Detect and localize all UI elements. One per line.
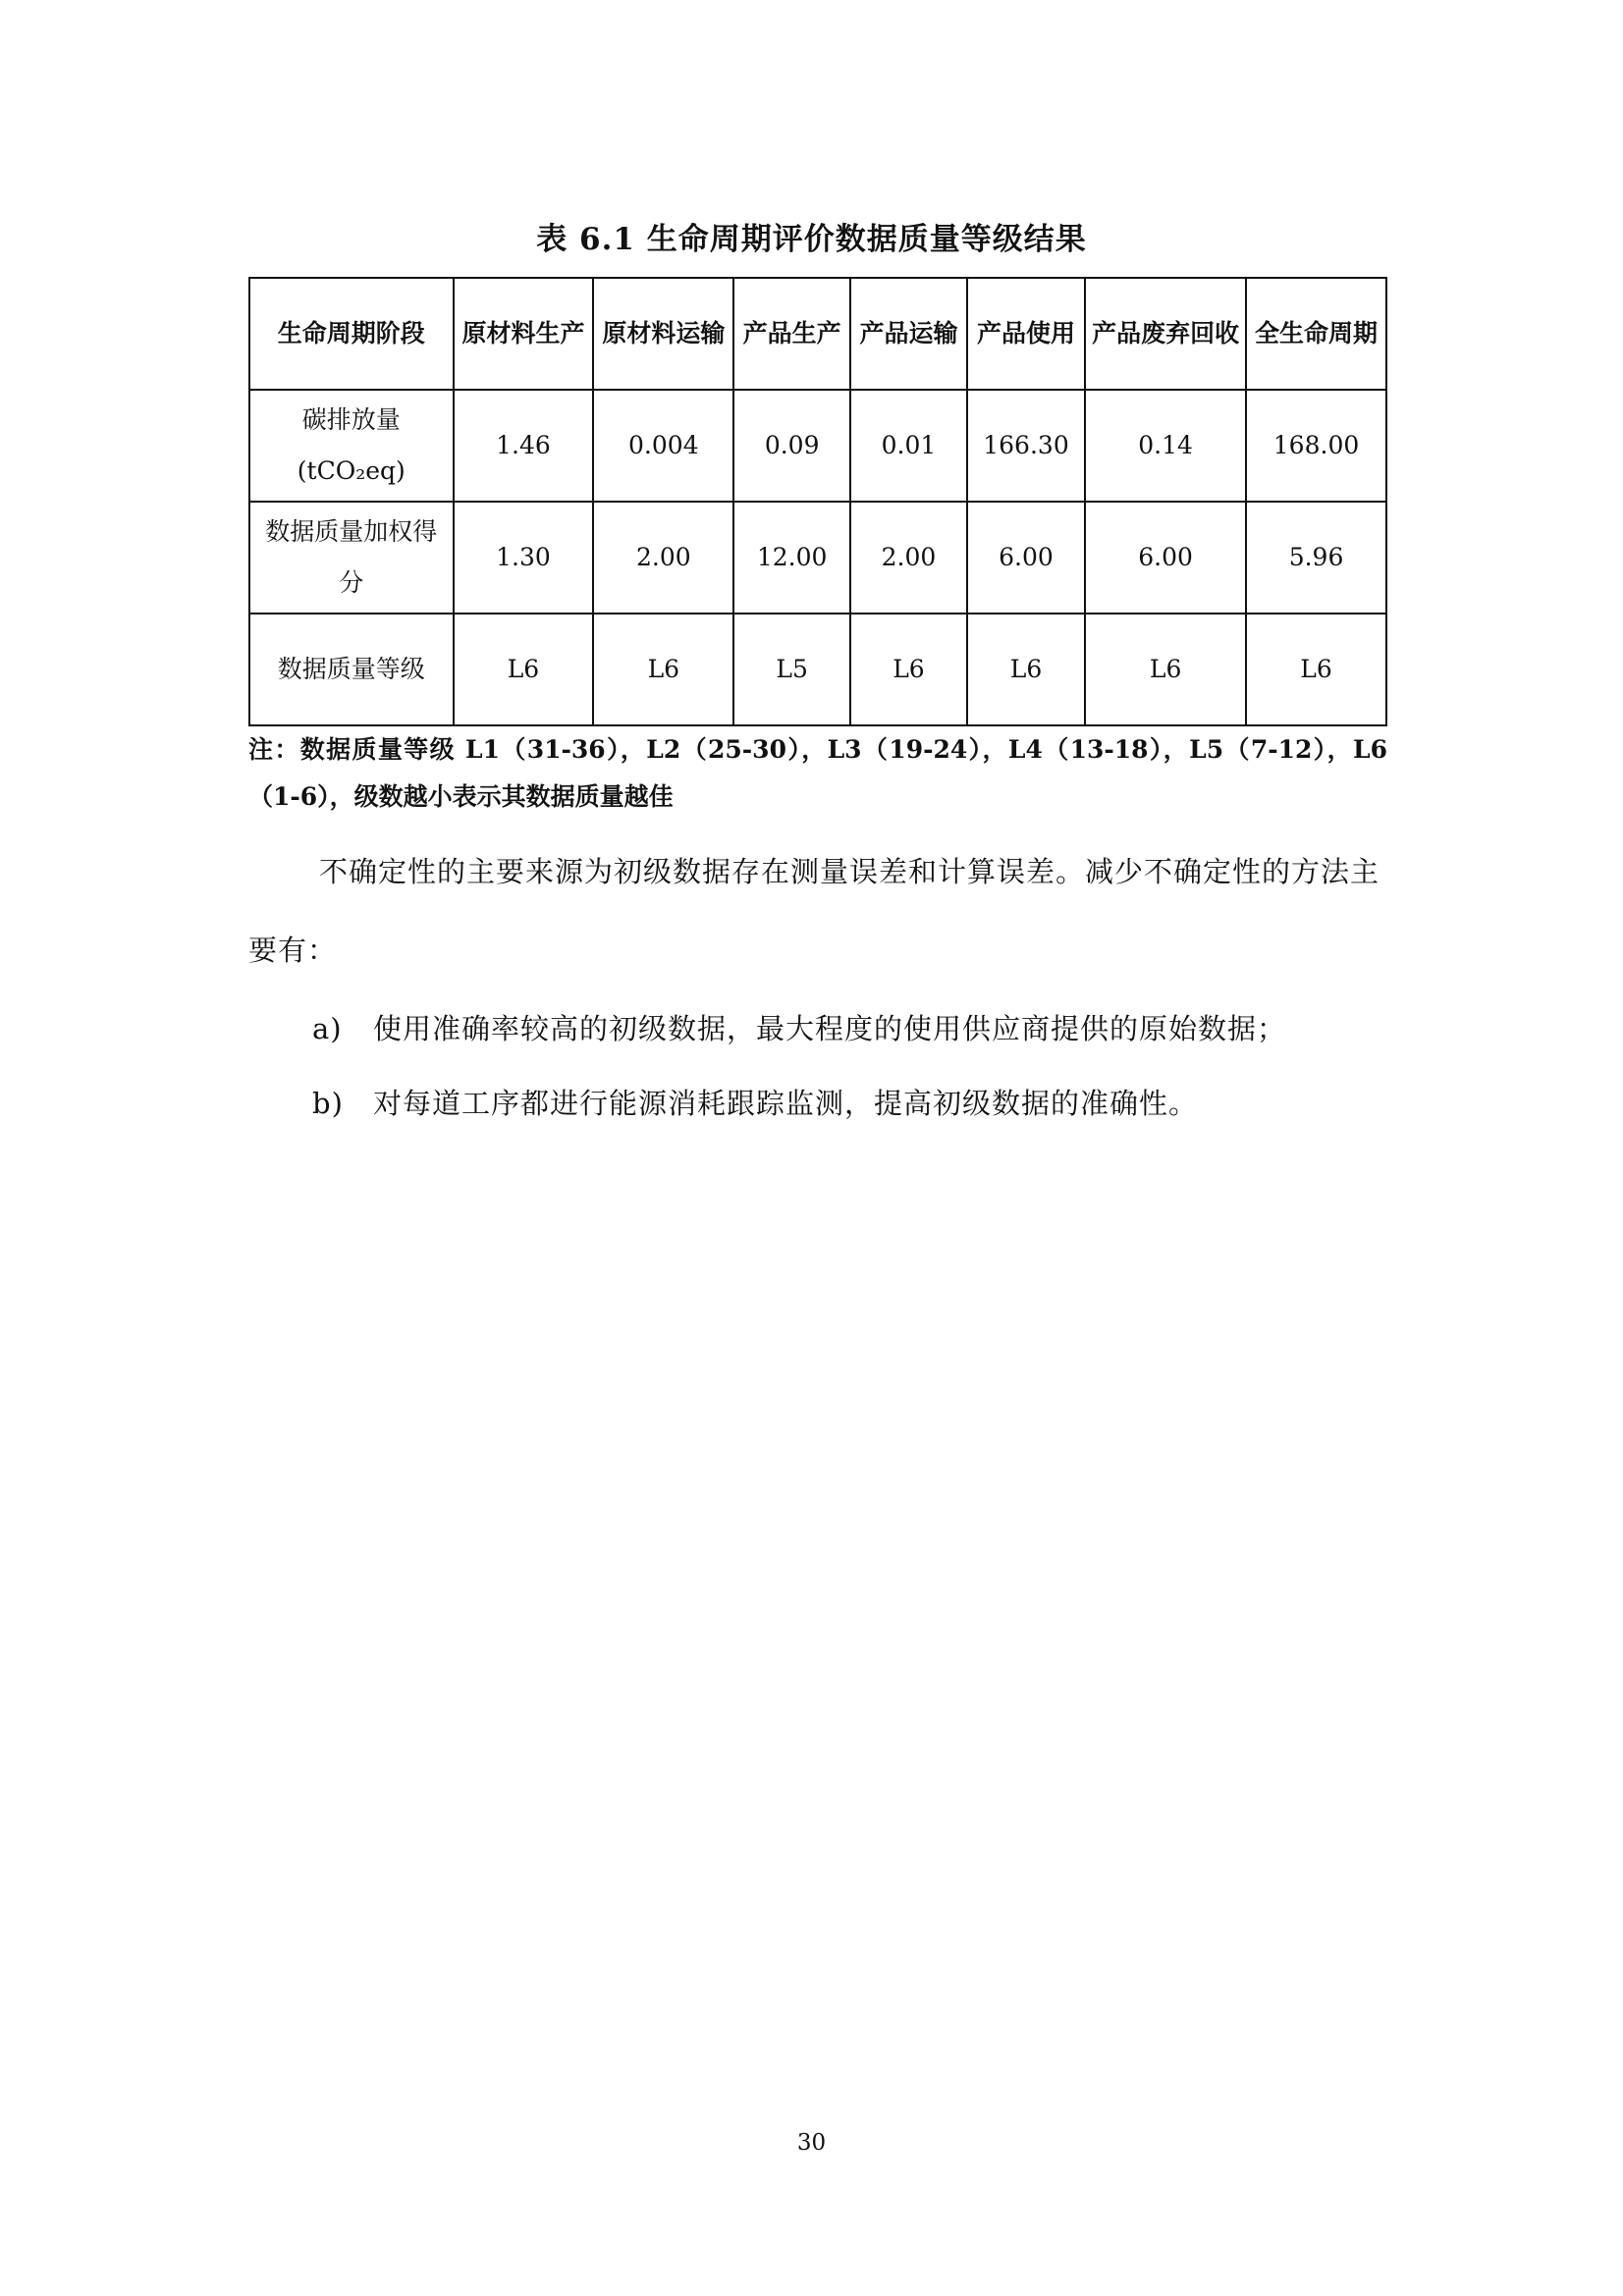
table-cell: 0.09 <box>733 390 850 502</box>
row-label-quality-grade: 数据质量等级 <box>249 614 454 725</box>
row-label-carbon-emission: 碳排放量(tCO₂eq) <box>249 390 454 502</box>
table-cell: L6 <box>1246 614 1386 725</box>
table-cell: 0.01 <box>850 390 967 502</box>
list-item <box>312 1007 1392 1050</box>
list-marker: b) <box>312 1087 344 1120</box>
list-item-text: 使用准确率较高的初级数据，最大程度的使用供应商提供的原始数据； <box>373 1012 1287 1045</box>
table-header-cell: 全生命周期 <box>1246 278 1386 390</box>
data-quality-table <box>248 277 1387 726</box>
list-item-text: 对每道工序都进行能源消耗跟踪监测，提高初级数据的准确性。 <box>373 1087 1199 1120</box>
table-cell: L5 <box>733 614 850 725</box>
table-row <box>249 390 1386 502</box>
table-header-cell: 产品废弃回收 <box>1085 278 1246 390</box>
table-cell: 166.30 <box>967 390 1085 502</box>
table-header-cell: 生命周期阶段 <box>249 278 454 390</box>
table-cell: 168.00 <box>1246 390 1386 502</box>
table-header-cell: 产品使用 <box>967 278 1085 390</box>
list-marker: a) <box>312 1012 343 1045</box>
table-header-cell: 产品生产 <box>733 278 850 390</box>
table-cell: 12.00 <box>733 502 850 614</box>
table-cell: 0.14 <box>1085 390 1246 502</box>
table-cell: 1.46 <box>454 390 594 502</box>
row-label-weighted-score: 数据质量加权得分 <box>249 502 454 614</box>
table-cell: 0.004 <box>593 390 733 502</box>
body-paragraph: 不确定性的主要来源为初级数据存在测量误差和计算误差。减少不确定性的方法主要有： <box>248 855 1380 967</box>
table-title: 表 6.1 生命周期评价数据质量等级结果 <box>536 222 1087 257</box>
table-header-cell: 原材料生产 <box>454 278 594 390</box>
table-cell: 6.00 <box>967 502 1085 614</box>
table-cell: L6 <box>593 614 733 725</box>
table-header-row <box>249 278 1386 390</box>
table-cell: L6 <box>1085 614 1246 725</box>
table-cell: 6.00 <box>1085 502 1246 614</box>
table-cell: 2.00 <box>593 502 733 614</box>
page-number: 30 <box>796 2130 827 2156</box>
table-header-cell: 产品运输 <box>850 278 967 390</box>
table-header-cell: 原材料运输 <box>593 278 733 390</box>
table-cell: 1.30 <box>454 502 594 614</box>
table-cell: L6 <box>850 614 967 725</box>
list-item <box>312 1082 1392 1125</box>
table-note: 注：数据质量等级 L1（31-36），L2（25-30），L3（19-24），L4（13-18），L5（7-12），L6（1-6），级数越小表示其数据质量越佳 <box>248 735 1387 811</box>
table-cell: 5.96 <box>1246 502 1386 614</box>
table-cell: L6 <box>967 614 1085 725</box>
table-cell: 2.00 <box>850 502 967 614</box>
table-row <box>249 502 1386 614</box>
table-row <box>249 614 1386 725</box>
table-cell: L6 <box>454 614 594 725</box>
